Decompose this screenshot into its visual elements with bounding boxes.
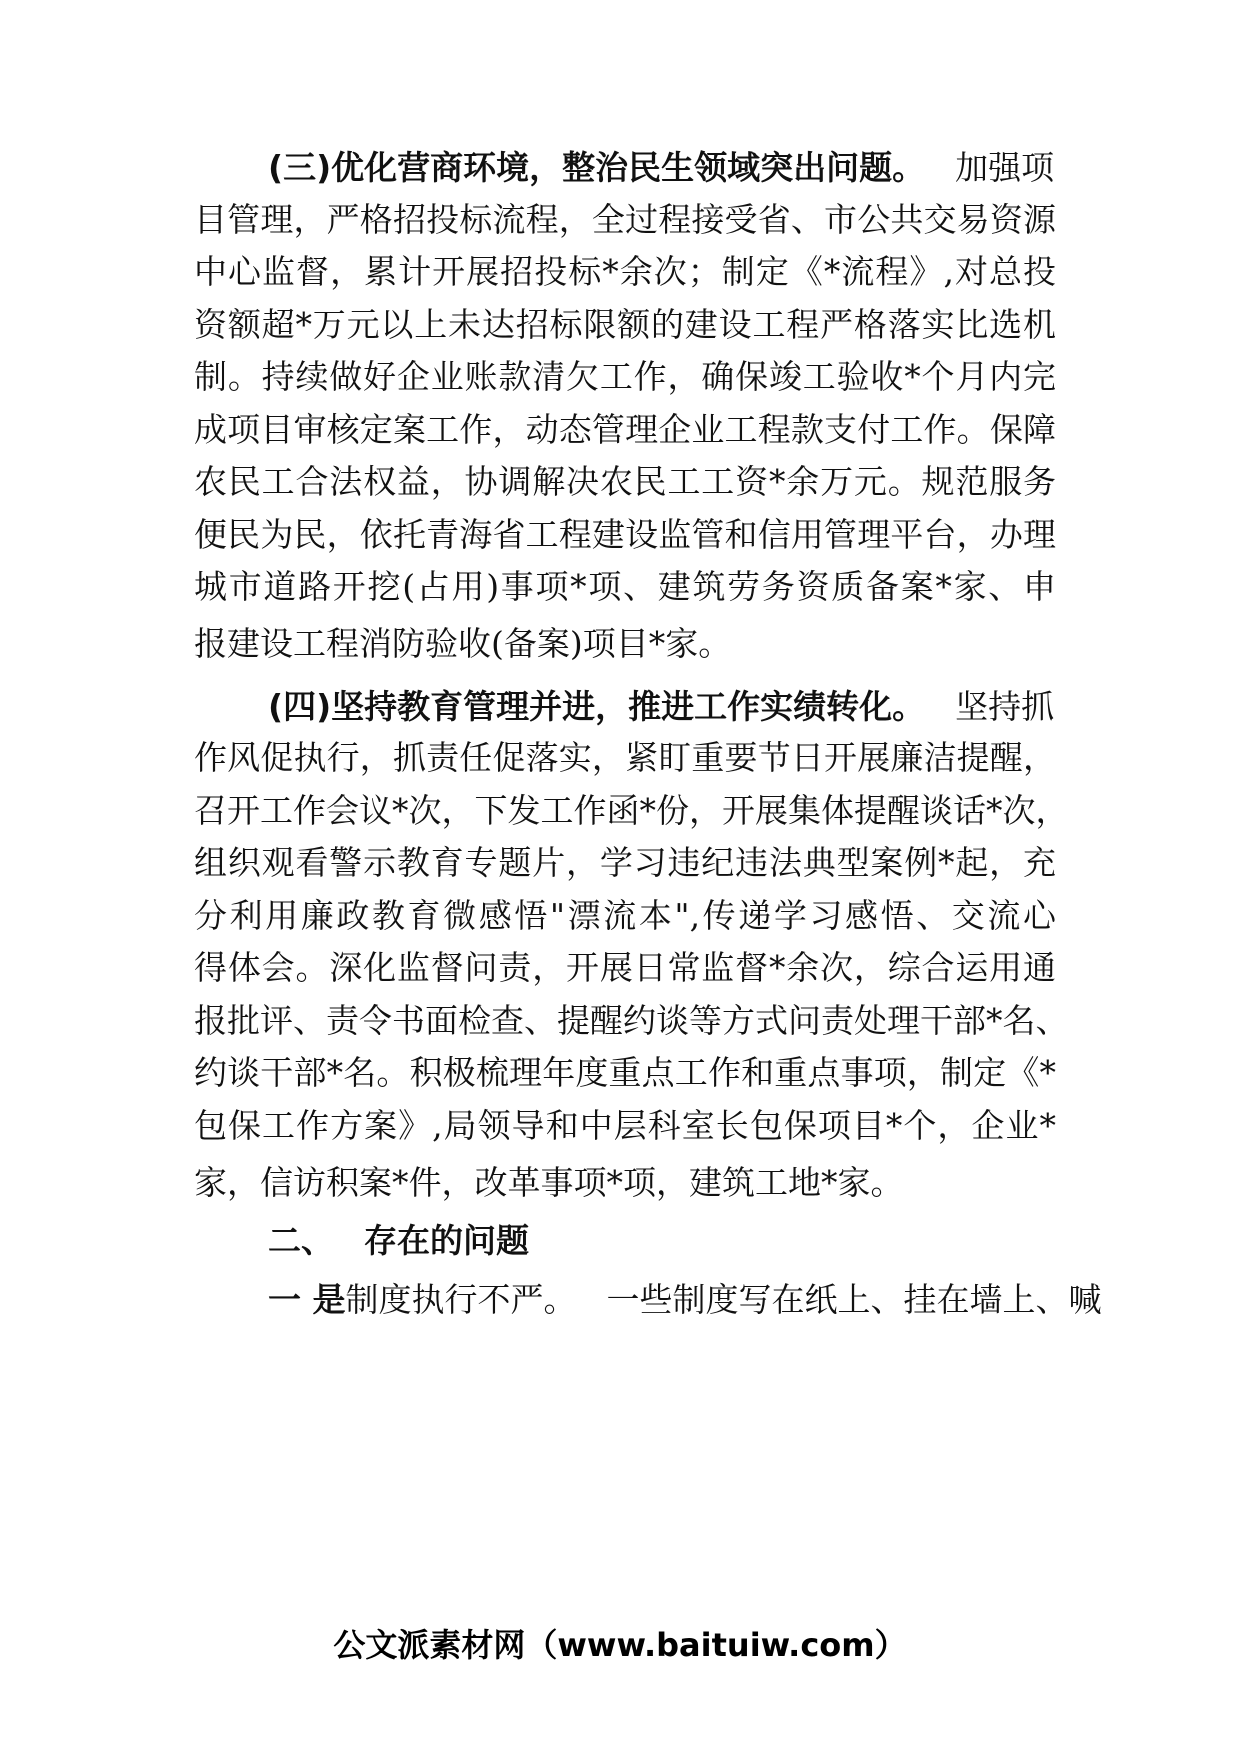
section3-line-7: 便民为民，依托青海省工程建设监管和信用管理平台，办理 xyxy=(194,515,1056,554)
section4-line-1: 作风促执行，抓责任促落实，紧盯重要节日开展廉洁提醒， xyxy=(194,738,1056,777)
section4-line-7: 约谈干部*名。积极梳理年度重点工作和重点事项，制定《* xyxy=(194,1053,1056,1092)
part2-title: 存在的问题 xyxy=(364,1221,529,1260)
section3-first-line xyxy=(268,148,1056,188)
section4-line-8: 包保工作方案》,局领导和中层科室长包保项目*个，企业* xyxy=(194,1106,1056,1145)
section3-heading: (三)优化营商环境，整治民生领域突出问题。 xyxy=(268,148,926,187)
section4-first-line xyxy=(268,687,1056,727)
footer-source: 公文派素材网（www.baituiw.com） xyxy=(333,1626,907,1664)
section4-line-9: 家，信访积案*件，改革事项*项，建筑工地*家。 xyxy=(194,1163,904,1202)
section3-line-4: 制。持续做好企业账款清欠工作，确保竣工验收*个月内完 xyxy=(194,357,1056,396)
issue1-lead: 一 是 xyxy=(268,1280,346,1319)
part2-number: 二、 xyxy=(268,1221,334,1260)
section3-line-0: 加强项 xyxy=(955,148,1055,187)
section3-line-3: 资额超*万元以上未达招标限额的建设工程严格落实比选机 xyxy=(194,305,1056,344)
issue1-text: 一些制度写在纸上、挂在墙上、喊 xyxy=(606,1280,1102,1319)
section3-line-1: 目管理，严格招投标流程，全过程接受省、市公共交易资源 xyxy=(194,200,1056,239)
issue1-line xyxy=(268,1280,1102,1320)
section3-line-6: 农民工合法权益，协调解决农民工工资*余万元。规范服务 xyxy=(194,462,1056,501)
section3-line-8: 城市道路开挖(占用)事项*项、建筑劳务资质备案*家、申 xyxy=(194,567,1056,606)
section3-line-5: 成项目审核定案工作，动态管理企业工程款支付工作。保障 xyxy=(194,410,1056,449)
section4-line-5: 得体会。深化监督问责，开展日常监督*余次，综合运用通 xyxy=(194,948,1056,987)
section3-line-9: 报建设工程消防验收(备案)项目*家。 xyxy=(194,624,732,663)
section4-line-2: 召开工作会议*次，下发工作函*份，开展集体提醒谈话*次， xyxy=(194,791,1069,830)
issue1-title: 制度执行不严。 xyxy=(345,1280,577,1319)
part2-heading xyxy=(268,1221,529,1261)
section4-line-4: 分利用廉政教育微感悟"漂流本",传递学习感悟、交流心 xyxy=(194,896,1056,935)
section4-line-6: 报批评、责令书面检查、提醒约谈等方式问责处理干部*名、 xyxy=(194,1001,1069,1040)
section4-heading: (四)坚持教育管理并进，推进工作实绩转化。 xyxy=(268,687,926,726)
section3-line-2: 中心监督，累计开展招投标*余次；制定《*流程》,对总投 xyxy=(194,252,1056,291)
section4-line-3: 组织观看警示教育专题片，学习违纪违法典型案例*起，充 xyxy=(194,843,1056,882)
section4-line-0: 坚持抓 xyxy=(955,687,1055,726)
